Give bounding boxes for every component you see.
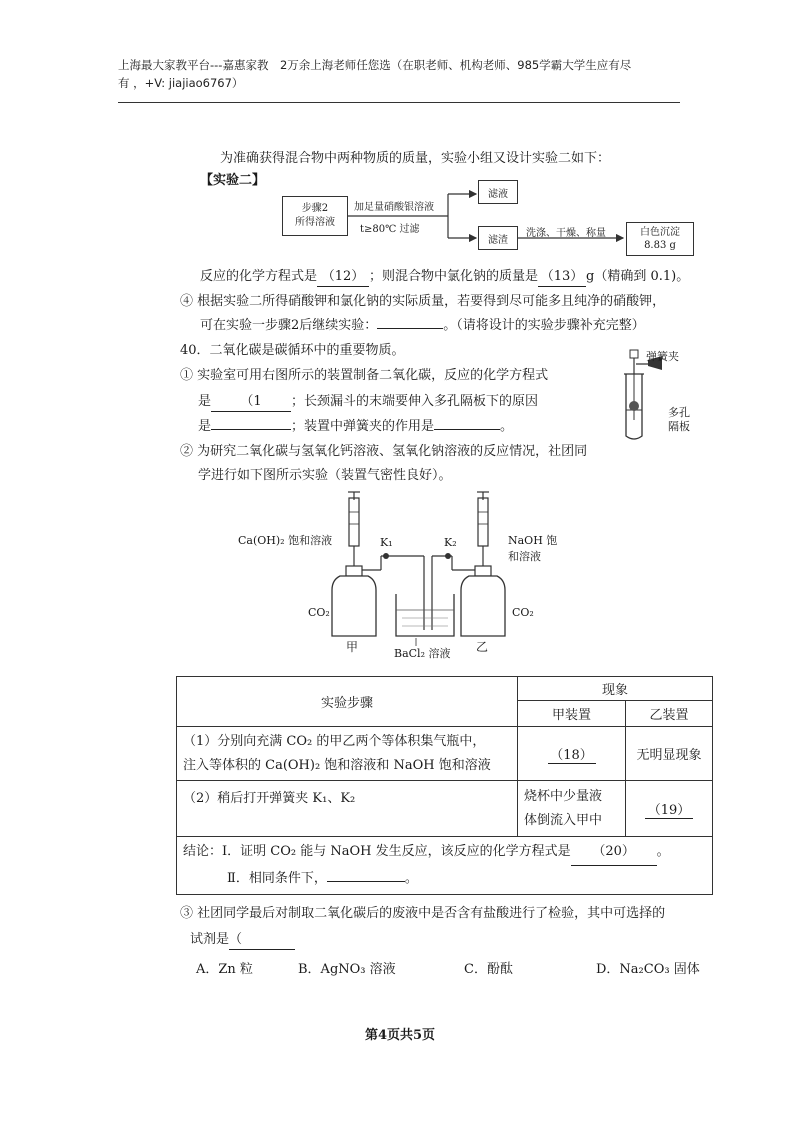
q3-line-2 bbox=[190, 931, 295, 950]
page-number: 第4页共5页 bbox=[364, 1028, 436, 1043]
porous-plate-label-2: 隔板 bbox=[668, 420, 690, 433]
co2-experiment-figure bbox=[236, 490, 566, 660]
step-1-line-2: 注入等体积的 Ca(OH)₂ 饱和溶液和 NaOH 饱和溶液 bbox=[183, 757, 491, 773]
conclusion-line-2 bbox=[183, 866, 706, 892]
conc-text-a: 结论：Ⅰ．证明 CO₂ 能与 NaOH 发生反应，该反应的化学方程式是 bbox=[183, 844, 571, 859]
co2-generator-apparatus bbox=[622, 344, 702, 444]
q3-line-1: ③ 社团同学最后对制取二氧化碳后的废液中是否含有盐酸进行了检验，其中可选择的 bbox=[180, 906, 666, 921]
p1-text-d: ；装置中弹簧夹的作用是 bbox=[291, 419, 435, 434]
header-line-2: 有 ，+V: jiajiao6767） bbox=[118, 76, 244, 90]
blank-21 bbox=[327, 881, 405, 882]
table-row bbox=[177, 727, 713, 781]
blank-13: （13） bbox=[538, 268, 586, 287]
q40-title: 40．二氧化碳是碳循环中的重要物质。 bbox=[180, 343, 405, 358]
option-d: D．Na₂CO₃ 固体 bbox=[596, 962, 700, 977]
step-2-cell: （2）稍后打开弹簧夹 K₁、K₂ bbox=[177, 781, 518, 837]
blank-12: （12） bbox=[317, 268, 369, 287]
step2-solution-label: 所得溶液 bbox=[295, 217, 335, 228]
q40-p1-line-2 bbox=[198, 393, 538, 412]
option-b: B．AgNO₃ 溶液 bbox=[298, 962, 396, 977]
header-line-1: 上海最大家教平台---嘉惠家教 2万余上海老师任您选（在职老师、机构老师、985学霸大学生应有尽 bbox=[118, 58, 632, 72]
blank-16 bbox=[434, 429, 500, 430]
arrow-condition-label: t≥80℃ 过滤 bbox=[360, 224, 420, 235]
q4-text-a: 可在实验一步骤2后继续实验： bbox=[200, 318, 378, 333]
conc-text-c: Ⅱ．相同条件下， bbox=[227, 871, 327, 886]
q4-line-2 bbox=[200, 317, 645, 335]
q3-text-a: 试剂是 bbox=[190, 932, 230, 947]
step-1-cell bbox=[177, 727, 518, 781]
q40-p2-line-1: ② 为研究二氧化碳与氢氧化钙溶液、氢氧化钠溶液的反应情况，社团同 bbox=[180, 444, 588, 459]
p1-text-b: ；长颈漏斗的末端要伸入多孔隔板下的原因 bbox=[291, 394, 539, 409]
step2-label: 步骤2 bbox=[301, 203, 329, 214]
jia-label: 甲 bbox=[346, 640, 359, 654]
phenomena-header: 现象 bbox=[518, 677, 713, 701]
option-c: C．酚酞 bbox=[464, 962, 513, 977]
exp2-flow-diagram bbox=[280, 178, 700, 258]
conc-text-b: 。 bbox=[656, 844, 670, 859]
equation-question-line bbox=[200, 268, 689, 287]
experiment-table bbox=[176, 676, 713, 895]
residue-box: 滤渣 bbox=[478, 226, 518, 250]
arrow-reagent-label: 加足量硝酸银溶液 bbox=[354, 202, 434, 213]
steps-header: 实验步骤 bbox=[177, 677, 518, 727]
step-1-line-1: （1）分别向充满 CO₂ 的甲乙两个等体积集气瓶中， bbox=[183, 733, 486, 749]
q40-p1-line-3 bbox=[198, 418, 513, 436]
option-a: A．Zn 粒 bbox=[196, 962, 253, 977]
exp2-label: 【实验二】 bbox=[200, 173, 266, 188]
q40-p1-line-1: ① 实验室可用右图所示的装置制备二氧化碳，反应的化学方程式 bbox=[180, 368, 549, 383]
bacl2-solution-label: BaCl₂ 溶液 bbox=[394, 647, 451, 660]
row2-jia-cell bbox=[518, 781, 626, 837]
co2-left-label: CO₂ bbox=[308, 606, 330, 619]
conclusion-cell bbox=[177, 837, 713, 895]
eq-text-d: g（精确到 0.1)。 bbox=[586, 269, 690, 284]
p1-text-e: 。 bbox=[500, 419, 514, 434]
white-precipitate-box bbox=[626, 222, 694, 256]
k2-label: K₂ bbox=[444, 536, 457, 549]
caoh2-solution-label: Ca(OH)₂ 饱和溶液 bbox=[238, 534, 333, 547]
precipitate-mass: 8.83 g bbox=[644, 240, 676, 251]
step2-solution-box bbox=[282, 196, 348, 236]
co2-right-label: CO₂ bbox=[512, 606, 534, 619]
q40-p2-line-2: 学进行如下图所示实验（装置气密性良好）。 bbox=[198, 468, 452, 483]
conc-text-d: 。 bbox=[404, 871, 418, 886]
wash-dry-weigh-label: 洗涤、干燥、称量 bbox=[526, 228, 606, 239]
blank-22: （ bbox=[229, 931, 295, 950]
q4-blank bbox=[377, 328, 443, 329]
table-row bbox=[177, 781, 713, 837]
naoh-solution-label: NaOH 饱和溶液 bbox=[508, 534, 558, 563]
row1-jia-cell bbox=[518, 727, 626, 781]
porous-plate-label bbox=[668, 406, 690, 434]
conclusion-line-1 bbox=[183, 839, 706, 866]
white-precipitate-label: 白色沉淀 bbox=[640, 227, 680, 238]
blank-19: （19） bbox=[645, 799, 693, 819]
porous-plate-label-1: 多孔 bbox=[668, 406, 690, 419]
conclusion-row bbox=[177, 837, 713, 895]
exp2-intro: 为准确获得混合物中两种物质的质量，实验小组又设计实验二如下： bbox=[220, 151, 611, 166]
row2-jia-line-2: 体倒流入甲中 bbox=[524, 812, 603, 828]
eq-text-c: ；则混合物中氯化钠的质量是 bbox=[369, 269, 539, 284]
blank-18: （18） bbox=[548, 744, 596, 764]
k1-label: K₁ bbox=[380, 536, 393, 549]
yi-device-header: 乙装置 bbox=[626, 701, 713, 727]
jia-device-header: 甲装置 bbox=[518, 701, 626, 727]
spring-clamp-label: 弹簧夹 bbox=[646, 350, 679, 363]
row2-yi-cell bbox=[626, 781, 713, 837]
yi-label: 乙 bbox=[476, 640, 489, 654]
p1-text-a: 是 bbox=[198, 394, 212, 409]
page-header bbox=[118, 56, 688, 92]
row1-yi-cell: 无明显现象 bbox=[626, 727, 713, 781]
q4-text-b: 。（请将设计的实验步骤补充完整） bbox=[443, 318, 645, 333]
blank-14: （1 bbox=[211, 393, 291, 412]
blank-20: （20） bbox=[571, 839, 657, 866]
row2-jia-line-1: 烧杯中少量液 bbox=[524, 788, 603, 804]
q4-line-1: ④ 根据实验二所得硝酸钾和氯化钠的实际质量，若要得到尽可能多且纯净的硝酸钾， bbox=[180, 294, 666, 309]
filtrate-box: 滤液 bbox=[478, 180, 518, 204]
experiment-drawing bbox=[236, 490, 566, 660]
header-divider bbox=[118, 102, 680, 103]
blank-15 bbox=[211, 429, 291, 430]
p1-text-c: 是 bbox=[198, 419, 212, 434]
eq-text-a: 反应的化学方程式是 bbox=[200, 269, 318, 284]
